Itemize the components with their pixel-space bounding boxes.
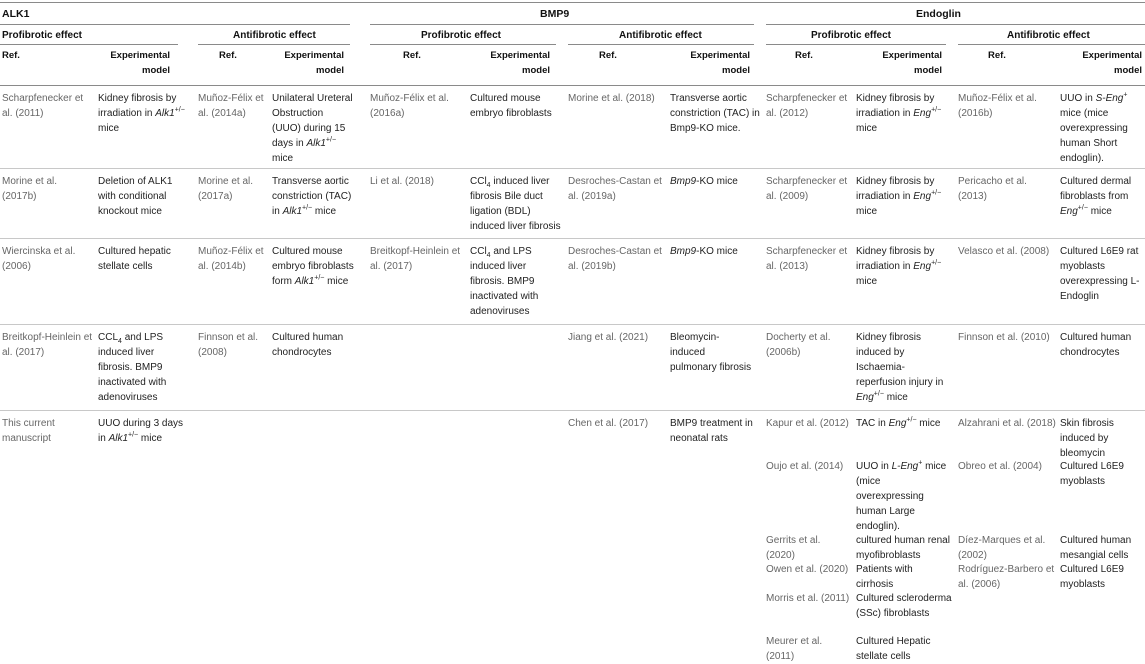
col-model-line2: model (914, 65, 942, 76)
table-cell: Chen et al. (2017) (568, 418, 649, 429)
table-cell: Cultured L6E9 myoblasts (1060, 461, 1124, 487)
table-cell: Desroches-Castan et al. (2019a) (568, 176, 662, 202)
table-cell: Breitkopf-Heinlein et al. (2017) (370, 246, 461, 272)
table-cell: $CCL_4$ and LPS induced liver fibrosis. BMP9 inactivated with adenoviruses (98, 332, 167, 403)
col-model (470, 48, 550, 78)
table-cell: Li et al. (2018) (370, 176, 434, 187)
table-cell: Morine et al. (2018) (568, 93, 655, 104)
table-cell: Cultured human chondrocytes (272, 332, 344, 358)
table-cell: CCl$_4$ and LPS induced liver fibrosis. BMP9 inactivated with adenoviruses (470, 246, 539, 317)
table-cell: Bmp9-KO mice (670, 246, 738, 257)
col-model (272, 48, 344, 78)
table-cell: Docherty et al. (2006b) (766, 332, 831, 358)
col-ref: Ref. (599, 50, 617, 61)
sub-rule (766, 44, 946, 45)
col-model-line2: model (722, 65, 750, 76)
col-ref: Ref. (988, 50, 1006, 61)
col-model-line2: model (1114, 65, 1142, 76)
table-cell: Pericacho et al. (2013) (958, 176, 1027, 202)
table-cell: Scharpfenecker et al. (2012) (766, 93, 848, 119)
table-cell: Scharpfenecker et al. (2011) (2, 93, 84, 119)
table-cell: UUO during 3 days in Alk1+/− mice (98, 418, 184, 444)
table-cell: TAC in Eng+/− mice (856, 416, 941, 429)
table-cell: Deletion of ALK1 with conditional knockout mice (98, 176, 173, 217)
col-model (862, 48, 942, 78)
table-cell: Díez-Marques et al. (2002) (958, 535, 1046, 561)
row-rule (0, 238, 1145, 239)
header-rule (0, 85, 1145, 86)
table-cell: Finnson et al. (2010) (958, 332, 1050, 343)
table-cell: Morris et al. (2011) (766, 593, 850, 604)
group-rule-bmp9 (370, 24, 754, 25)
table-cell: Breitkopf-Heinlein et al. (2017) (2, 332, 93, 358)
group-bmp9: BMP9 (540, 8, 570, 20)
row-rule (0, 410, 1145, 411)
table-cell: Cultured scleroderma (SSc) fibroblasts (856, 593, 952, 619)
table-cell: Cultured human chondrocytes (1060, 332, 1132, 358)
table-cell: Cultured L6E9 rat myoblasts overexpressing L-Endoglin (1060, 246, 1140, 302)
subgroup-bmp9-anti: Antifibrotic effect (619, 30, 702, 41)
table-cell: Transverse aortic constriction (TAC) in Alk1+/− mice (272, 176, 352, 217)
col-model (670, 48, 750, 78)
table-cell: Oujo et al. (2014) (766, 461, 844, 472)
col-ref: Ref. (795, 50, 813, 61)
table-cell: Rodríguez-Barbero et al. (2006) (958, 564, 1055, 590)
table-cell: Desroches-Castan et al. (2019b) (568, 246, 662, 272)
sub-rule (198, 44, 350, 45)
table-cell: Cultured human mesangial cells (1060, 535, 1132, 561)
col-model-line2: model (316, 65, 344, 76)
table-cell: Scharpfenecker et al. (2009) (766, 176, 848, 202)
subgroup-eng-anti: Antifibrotic effect (1007, 30, 1090, 41)
group-rule-endoglin (766, 24, 1145, 25)
table-cell: Alzahrani et al. (2018) (958, 418, 1056, 429)
table-cell: Skin fibrosis induced by bleomycin (1060, 418, 1114, 459)
table-cell: Kidney fibrosis by irradiation in Eng+/− mice (856, 93, 942, 134)
col-ref: Ref. (219, 50, 237, 61)
subgroup-alk1-anti: Antifibrotic effect (233, 30, 316, 41)
table-cell: Kidney fibrosis induced by Ischaemia-reperfusion injury in Eng+/− mice (856, 332, 944, 403)
table-cell: Muñoz-Félix et al. (2016a) (370, 93, 449, 119)
table-cell: Jiang et al. (2021) (568, 332, 649, 343)
table-cell: Kidney fibrosis by irradiation in Eng+/− mice (856, 176, 942, 217)
col-model-line2: model (142, 65, 170, 76)
table-cell: Kapur et al. (2012) (766, 418, 849, 429)
table-cell: Scharpfenecker et al. (2013) (766, 246, 848, 272)
sub-rule (370, 44, 556, 45)
col-ref: Ref. (2, 50, 20, 61)
table-cell: Gerrits et al. (2020) (766, 535, 821, 561)
table-cell: Muñoz-Félix et al. (2014a) (198, 93, 264, 119)
table-cell: CCl$_4$ induced liver fibrosis Bile duct ligation (BDL) induced liver fibrosis (470, 176, 561, 232)
sub-rule (0, 44, 178, 45)
col-model-line1: Experimental (284, 50, 344, 61)
row-rule (0, 324, 1145, 325)
table-cell: Morine et al. (2017b) (2, 176, 58, 202)
sub-rule (958, 44, 1145, 45)
table-cell: Obreo et al. (2004) (958, 461, 1042, 472)
table-cell: Owen et al. (2020) (766, 564, 849, 575)
group-endoglin: Endoglin (916, 8, 961, 20)
subgroup-alk1-pro: Profibrotic effect (2, 30, 83, 41)
table-cell: Kidney fibrosis by irradiation in Alk1+/− mice (98, 93, 185, 134)
table-cell: Velasco et al. (2008) (958, 246, 1050, 257)
col-model-line1: Experimental (1082, 50, 1142, 61)
sub-rule (568, 44, 754, 45)
table-cell: BMP9 treatment in neonatal rats (670, 418, 753, 444)
table-cell: Kidney fibrosis by irradiation in Eng+/− mice (856, 246, 942, 287)
table-cell: Cultured L6E9 myoblasts (1060, 564, 1124, 590)
group-rule-alk1 (0, 24, 350, 25)
table-cell: Unilateral Ureteral Obstruction (UUO) during 15 days in Alk1+/− mice (272, 93, 353, 164)
col-model-line1: Experimental (110, 50, 170, 61)
table-cell: Muñoz-Félix et al. (2014b) (198, 246, 264, 272)
subgroup-eng-pro: Profibrotic effect (811, 30, 892, 41)
table-cell: Bleomycin-induced pulmonary fibrosis (670, 332, 752, 373)
top-rule (0, 2, 1145, 3)
table-cell: Cultured mouse embryo fibroblasts form Alk1+/− mice (272, 246, 354, 287)
col-model-line2: model (522, 65, 550, 76)
table-cell: UUO in S-Eng+ mice (mice overexpressing human Short endoglin). (1060, 91, 1128, 164)
col-ref: Ref. (403, 50, 421, 61)
table-cell: Wiercinska et al. (2006) (2, 246, 76, 272)
col-model-line1: Experimental (490, 50, 550, 61)
table-cell: cultured human renal myofibroblasts (856, 535, 950, 561)
table-cell: This current manuscript (2, 418, 55, 444)
table-cell: Bmp9-KO mice (670, 176, 738, 187)
table-cell: Patients with cirrhosis (856, 564, 913, 590)
table-cell: Morine et al. (2017a) (198, 176, 254, 202)
col-model-line1: Experimental (882, 50, 942, 61)
col-model (1060, 48, 1142, 78)
table-cell: Cultured dermal fibroblasts from Eng+/− mice (1060, 176, 1132, 217)
col-model (98, 48, 170, 78)
table-cell: Cultured hepatic stellate cells (98, 246, 171, 272)
col-model-line1: Experimental (690, 50, 750, 61)
table-cell: Cultured Hepatic stellate cells (856, 636, 931, 662)
table-cell: Meurer et al. (2011) (766, 636, 823, 662)
subgroup-bmp9-pro: Profibrotic effect (421, 30, 502, 41)
table-cell: Transverse aortic constriction (TAC) in Bmp9-KO mice. (670, 93, 760, 134)
table-cell: Cultured mouse embryo fibroblasts (470, 93, 552, 119)
table-cell: Finnson et al. (2008) (198, 332, 259, 358)
table-cell: Muñoz-Félix et al. (2016b) (958, 93, 1037, 119)
row-rule (0, 168, 1145, 169)
group-alk1: ALK1 (2, 8, 30, 20)
table-cell: UUO in L-Eng+ mice (mice overexpressing human Large endoglin). (856, 459, 947, 532)
